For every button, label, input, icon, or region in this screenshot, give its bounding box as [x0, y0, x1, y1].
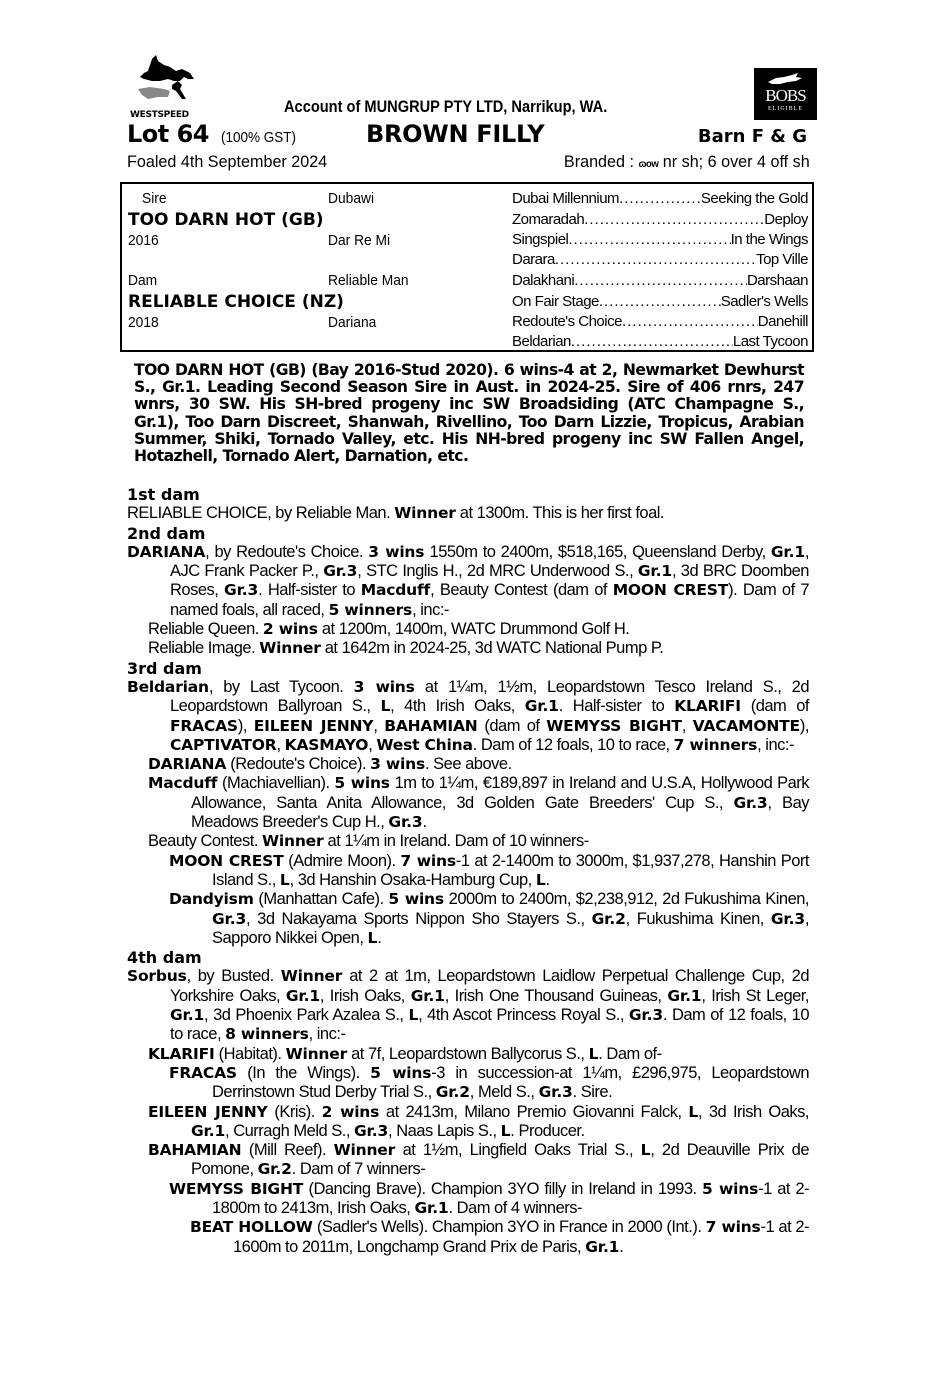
pedigree-entry: MOON CREST (Admire Moon). 7 wins-1 at 2-1400m to 3000m, $1,937,278, Hanshin Port Island S., L, 3d Hanshin Osaka-Hamburg Cup, L.	[169, 851, 809, 889]
bobs-eligible-logo: BOBS ELIGIBLE	[754, 68, 817, 120]
sire-summary: TOO DARN HOT (GB) (Bay 2016-Stud 2020). 6 wins-4 at 2, Newmarket Dewhurst S., Gr.1. Leading Second Season Sire in Aust. in 2024-25. Sire of 406 rnrs, 247 wnrs, 30 SW. His SH-bred progeny inc SW Broadsiding (ATC Champagne S., Gr.1), Too Darn Discreet, Shanwah, Rivellino, Too Darn Lizzie, Tropicus, Arabian Summer, Shiki, Tornado Valley, etc. His NH-bred progeny inc SW Fallen Angel, Hotazhell, Tornado Alert, Darnation, etc.	[134, 361, 804, 466]
grandparent-row: Singspiel ..... In the Wings	[512, 231, 808, 248]
pedigree-entry: DARIANA (Redoute's Choice). 3 wins. See above.	[148, 755, 512, 774]
section-heading: 4th dam	[127, 948, 202, 968]
lot-number: Lot 64	[127, 120, 210, 148]
westspeed-wordmark: WESTSPEED	[130, 110, 189, 120]
dam-section-4	[127, 948, 809, 1257]
pedigree-entry: BEAT HOLLOW (Sadler's Wells). Champion 3YO in France in 2000 (Int.). 7 wins-1 at 2-1600m to 2011m, Longchamp Grand Prix de Paris, Gr.1.	[190, 1218, 809, 1256]
sire-label: Sire	[142, 190, 167, 207]
horse-logo-icon	[130, 55, 200, 103]
section-heading: 2nd dam	[127, 523, 206, 543]
pedigree-entry: FRACAS (In the Wings). 5 wins-3 in succession-at 1¼m, £296,975, Leopardstown Derrinstown Stud Derby Trial S., Gr.2, Meld S., Gr.3. Sire.	[169, 1063, 810, 1102]
section-heading: 1st dam	[127, 485, 200, 504]
gst-note: (100% GST)	[221, 129, 297, 146]
pedigree-entry: WEMYSS BIGHT (Dancing Brave). Champion 3YO filly in Ireland in 1993. 5 wins-1 at 2-1800m to 2413m, Irish Oaks, Gr.1. Dam of 4 winners-	[169, 1179, 809, 1217]
grandparent-row: Dalakhani ..... Darshaan	[512, 272, 808, 289]
brand-mark-icon: ɷow	[638, 159, 659, 170]
pedigree-entry: KLARIFI (Habitat). Winner at 7f, Leopardstown Ballycorus S., L. Dam of-	[148, 1044, 662, 1063]
sire-dam: Dar Re Mi	[328, 232, 391, 249]
grandparent-row: Zomaradah ..... Deploy	[512, 211, 808, 228]
grandparent-row: Dubai Millennium ..... Seeking the Gold	[512, 190, 808, 207]
westspeed-logo	[130, 55, 200, 120]
pedigree-entry: Reliable Image. Winner at 1642m in 2024-25, 3d WATC National Pump P.	[148, 639, 664, 658]
dam-sire: Reliable Man	[328, 272, 409, 289]
pedigree-entry: Sorbus, by Busted. Winner at 2 at 1m, Leopardstown Laidlow Perpetual Challenge Cup, 2d Yorkshire Oaks, Gr.1, Irish Oaks, Gr.1, Irish One Thousand Guineas, Gr.1, Irish St Leger, Gr.1, 3d Phoenix Park Azalea S., L, 4th Ascot Princess Royal S., Gr.3. Dam of 12 foals, 10 to race, 8 winners, inc:-	[127, 967, 810, 1044]
pedigree-entry: Dandyism (Manhattan Cafe). 5 wins 2000m to 2400m, $2,238,912, 2d Fukushima Kinen, Gr.3, 3d Nakayama Sports Nippon Sho Stayers S., Gr.2, Fukushima Kinen, Gr.3, Sapporo Nikkei Open, L.	[169, 890, 810, 947]
section-heading: 3rd dam	[127, 658, 202, 678]
dam-label: Dam	[128, 272, 158, 289]
dam-year: 2018	[128, 314, 159, 331]
pedigree-entry: EILEEN JENNY (Kris). 2 wins at 2413m, Milano Premio Giovanni Falck, L, 3d Irish Oaks, Gr.1, Curragh Meld S., Gr.3, Naas Lapis S., L. Producer.	[148, 1102, 809, 1140]
pedigree-entry: BAHAMIAN (Mill Reef). Winner at 1½m, Lingfield Oaks Trial S., L, 2d Deauville Prix de Pomone, Gr.2. Dam of 7 winners-	[148, 1141, 809, 1179]
pedigree-entry: Beauty Contest. Winner at 1¼m in Ireland. Dam of 10 winners-	[148, 832, 589, 851]
sire-year: 2016	[128, 232, 159, 249]
grandparent-row: Darara ..... Top Ville	[512, 251, 808, 268]
pedigree-entry: Beldarian, by Last Tycoon. 3 wins at 1¼m, 1½m, Leopardstown Tesco Ireland S., 2d Leopardstown Ballyroan S., L, 4th Irish Oaks, Gr.1. Half-sister to KLARIFI (dam of FRACAS), EILEEN JENNY, BAHAMIAN (dam of WEMYSS BIGHT, VACAMONTE), CAPTIVATOR, KASMAYO, West China. Dam of 12 foals, 10 to race, 7 winners, inc:-	[127, 677, 810, 754]
family-sections	[127, 485, 809, 1257]
dam-section-3	[127, 659, 809, 948]
sire-sire: Dubawi	[328, 190, 375, 207]
pedigree-entry: Reliable Queen. 2 wins at 1200m, 1400m, WATC Drummond Golf H.	[148, 620, 630, 639]
grandparent-row: Redoute's Choice ..... Danehill	[512, 313, 808, 330]
grandparent-row: On Fair Stage ..... Sadler's Wells	[512, 293, 808, 310]
dam-section-1	[127, 485, 809, 524]
pedigree-entry: RELIABLE CHOICE, by Reliable Man. Winner at 1300m. This is her first foal.	[127, 504, 665, 523]
dam-dam: Dariana	[328, 314, 377, 331]
sire-name: TOO DARN HOT (GB)	[128, 210, 324, 230]
grandparent-row: Beldarian ..... Last Tycoon	[512, 333, 808, 350]
dam-section-2	[127, 524, 809, 659]
vendor-account: Account of MUNGRUP PTY LTD, Narrikup, WA.	[284, 97, 608, 116]
lot-line	[127, 120, 809, 150]
pedigree-entry: DARIANA, by Redoute's Choice. 3 wins 1550m to 2400m, $518,165, Queensland Derby, Gr.1, AJC Frank Packer P., Gr.3, STC Inglis H., 2d MRC Underwood S., Gr.1, 3d BRC Doomben Roses, Gr.3. Half-sister to Macduff, Beauty Contest (dam of MOON CREST). Dam of 7 named foals, all raced, 5 winners, inc:-	[127, 542, 810, 619]
pedigree-entry: Macduff (Machiavellian). 5 wins 1m to 1¼m, €189,897 in Ireland and U.S.A, Hollywood Park Allowance, Santa Anita Allowance, 3d Golden Gate Breeders' Cup S., Gr.3, Bay Meadows Breeder's Cup H., Gr.3.	[148, 774, 809, 832]
branded-info: Branded : ɷow nr sh; 6 over 4 off sh	[564, 152, 810, 171]
dam-name: RELIABLE CHOICE (NZ)	[128, 292, 344, 312]
barn-location: Barn F & G	[697, 126, 807, 147]
pedigree-table	[120, 182, 814, 352]
lot-title: BROWN FILLY	[366, 120, 545, 148]
foaled-date: Foaled 4th September 2024	[127, 152, 328, 171]
